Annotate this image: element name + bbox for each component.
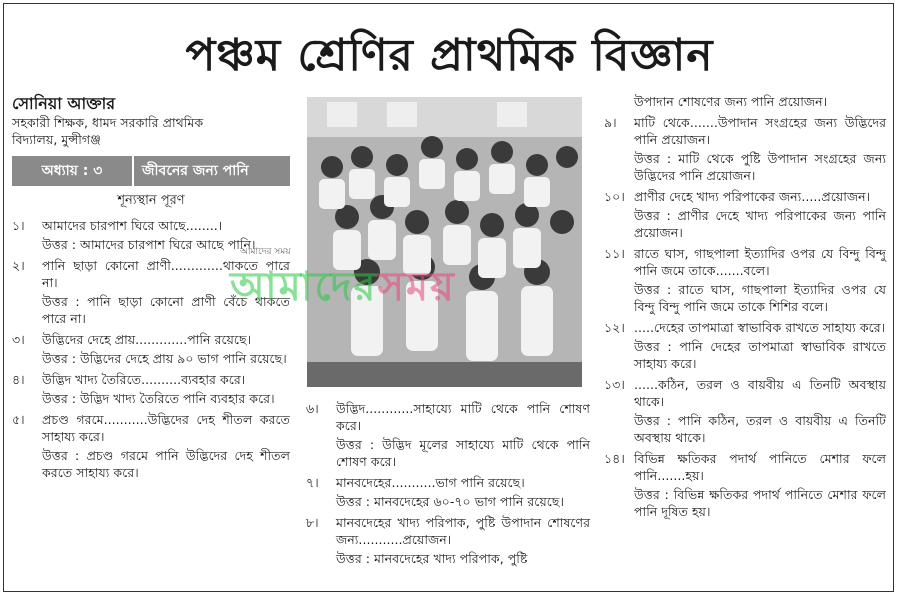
question-text: প্রচণ্ড গরমে...........উদ্ভিদের দেহ শীতল করতে সাহায্য করে।: [42, 412, 290, 444]
question-text: মানবদেহের খাদ্য পরিপাক, পুষ্টি উপাদান শোষণের জন্য...........প্রয়োজন।: [336, 515, 590, 547]
affiliation-line-1: সহকারী শিক্ষক, ধামদ সরকারি প্রাথমিক: [12, 115, 204, 130]
question-14: [604, 450, 886, 520]
question-text: উদ্ভিদের দেহে প্রায়.............পানি রয়েছে।: [42, 332, 252, 347]
question-text: আমাদের চারপাশ ঘিরে আছে........।: [42, 218, 223, 233]
question-4: [12, 371, 290, 407]
page-title: পঞ্চম শ্রেণির প্রাথমিক বিজ্ঞান: [185, 30, 714, 81]
question-number: ৭।: [306, 475, 319, 490]
question-text: .....দেহের তাপমাত্রা স্বাভাবিক রাখতে সাহায্য করে।: [634, 320, 886, 335]
question-number: ১১।: [604, 246, 625, 261]
question-text: রাতে ঘাস, গাছপালা ইত্যাদির ওপর যে বিন্দু বিন্দু পানি জমে তাকে.......বলে।: [634, 246, 886, 278]
question-number: ১৪।: [604, 451, 625, 466]
chapter-number: অধ্যায় : ৩: [12, 156, 134, 186]
question-text: উদ্ভিদ............সাহায্যে মাটি থেকে পানি শোষণ করে।: [336, 401, 590, 433]
question-number: ১।: [12, 218, 25, 233]
chapter-bar: [12, 156, 290, 186]
answer-text: উত্তর : রাতে ঘাস, গাছপালা ইত্যাদির ওপর যে বিন্দু বিন্দু পানি জমে তাকে শিশির বলে।: [634, 282, 886, 314]
author-affiliation: [12, 114, 290, 148]
question-11: [604, 245, 886, 315]
answer-text: উত্তর : পানি কঠিন, তরল ও বায়বীয় এ তিনটি অবস্থায় থাকে।: [634, 413, 886, 445]
question-text: উদ্ভিদ খাদ্য তৈরিতে..........ব্যবহার করে।: [42, 372, 246, 387]
question-9: [604, 114, 886, 184]
watermark-pink-text: সময়: [377, 264, 456, 310]
question-6: [306, 400, 590, 470]
question-number: ১০।: [604, 189, 625, 204]
answer-continuation: উপাদান শোষণের জন্য পানি প্রয়োজন।: [634, 94, 828, 109]
section-heading: শূন্যস্থান পূরণ: [117, 193, 185, 208]
question-number: ৮।: [306, 515, 319, 530]
answer-text: উত্তর : পানি দেহের তাপমাত্রা স্বাভাবিক রাখতে সাহায্য করে।: [634, 339, 886, 371]
answer-text: উত্তর : মানবদেহের খাদ্য পরিপাক, পুষ্টি: [336, 551, 528, 566]
question-number: ২।: [12, 258, 25, 273]
answer-text: উত্তর : প্রচণ্ড গরমে পানি উদ্ভিদের দেহ শীতল করতে সাহায্য করে।: [42, 448, 290, 480]
answer-text: উত্তর : পানি ছাড়া কোনো প্রাণী বেঁচে থাকতে পারে না।: [42, 294, 290, 326]
question-text: মাটি থেকে.......উপাদান সংগ্রহের জন্য উদ্ভিদের পানি প্রয়োজন।: [634, 115, 886, 147]
question-number: ৬।: [306, 401, 319, 416]
answer-text: উত্তর : উদ্ভিদ খাদ্য তৈরিতে পানি ব্যবহার করে।: [42, 391, 275, 406]
answer-text: উত্তর : মাটি থেকে পুষ্টি উপাদান সংগ্রহের জন্য উদ্ভিদের পানি প্রয়োজন।: [634, 151, 886, 183]
column-middle: [306, 400, 590, 571]
question-number: ১২।: [604, 320, 625, 335]
question-7: [306, 474, 590, 510]
author-name: সোনিয়া আক্তার: [12, 94, 116, 113]
question-number: ১৩।: [604, 377, 625, 392]
affiliation-line-2: বিদ্যালয়, মুন্সীগঞ্জ: [12, 132, 101, 147]
watermark-green-text: আমাদের: [230, 264, 378, 310]
question-text: পানি ছাড়া কোনো প্রাণী.............থাকতে পারে না।: [42, 258, 290, 290]
question-12: [604, 319, 886, 372]
question-number: ৩।: [12, 332, 25, 347]
question-text: প্রাণীর দেহে খাদ্য পরিপাকের জন্য.....প্রয়োজন।: [634, 189, 871, 204]
question-13: [604, 376, 886, 446]
question-8: [306, 514, 590, 567]
column-right: [604, 93, 886, 524]
question-3: [12, 331, 290, 367]
watermark-small-text: আমাদের সময়: [240, 247, 291, 257]
newspaper-watermark: [230, 255, 456, 322]
question-text: ......কঠিন, তরল ও বায়বীয় এ তিনটি অবস্থায় থাকে।: [634, 377, 886, 409]
answer-text: উত্তর : মানবদেহের ৬০-৭০ ভাগ পানি রয়েছে।: [336, 494, 564, 509]
students-photo-illustration: [307, 97, 582, 387]
answer-text: উত্তর : উদ্ভিদ মূলের সাহায্যে মাটি থেকে পানি শোষণ করে।: [336, 437, 590, 469]
question-number: ৪।: [12, 372, 25, 387]
answer-text: উত্তর : প্রাণীর দেহে খাদ্য পরিপাকের জন্য পানি প্রয়োজন।: [634, 208, 886, 240]
question-number: ৫।: [12, 412, 25, 427]
answer-text: উত্তর : বিভিন্ন ক্ষতিকর পদার্থ পানিতে মেশার ফলে পানি দূষিত হয়।: [634, 487, 886, 519]
chapter-name: জীবনের জন্য পানি: [142, 162, 249, 179]
answer-text: উত্তর : আমাদের চারপাশ ঘিরে আছে পানি।: [42, 237, 256, 252]
question-5: [12, 411, 290, 481]
question-number: ৯।: [604, 115, 617, 130]
question-10: [604, 188, 886, 241]
answer-text: উত্তর : উদ্ভিদের দেহে প্রায় ৯০ ভাগ পানি রয়েছে।: [42, 351, 287, 366]
question-text: মানবদেহের...........ভাগ পানি রয়েছে।: [336, 475, 525, 490]
question-text: বিভিন্ন ক্ষতিকর পদার্থ পানিতে মেশার ফলে পানি.......হয়।: [634, 451, 886, 483]
classroom-photo: [307, 97, 582, 387]
